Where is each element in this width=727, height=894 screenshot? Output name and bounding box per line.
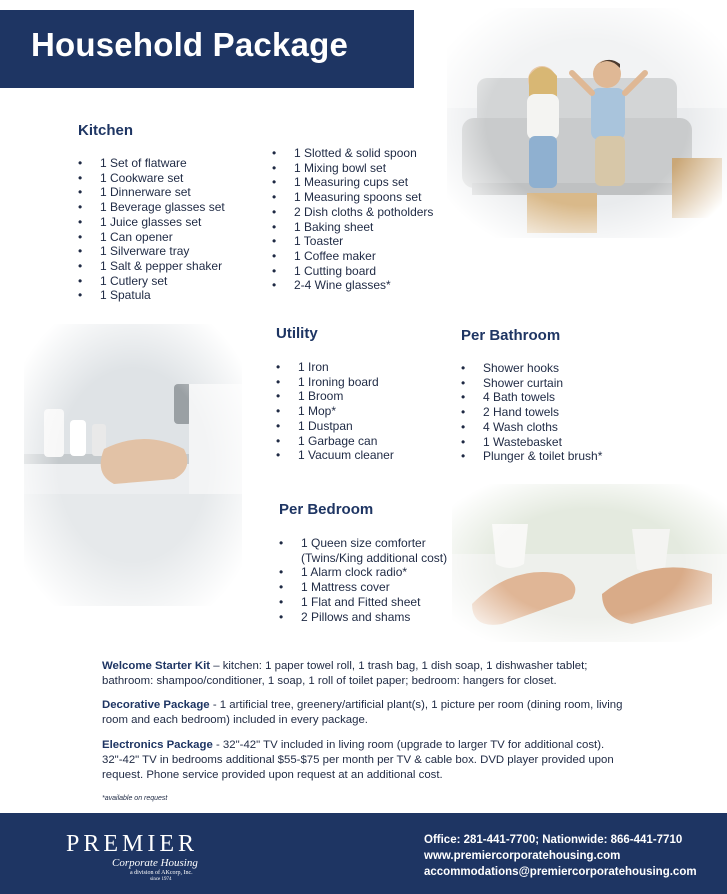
list-item: • 1 Ironing board xyxy=(276,375,394,390)
list-item: • 1 Set of flatware xyxy=(78,156,225,171)
list-item: • 1 Spatula xyxy=(78,288,225,303)
list-item: • Plunger & toilet brush* xyxy=(461,449,602,464)
list-item: • 2 Hand towels xyxy=(461,405,602,420)
contact-website[interactable]: www.premiercorporatehousing.com xyxy=(424,850,621,862)
list-item: • 1 Silverware tray xyxy=(78,244,225,259)
list-item: • 1 Baking sheet xyxy=(272,220,433,235)
bedroom-list xyxy=(279,536,447,624)
list-item: • 1 Mixing bowl set xyxy=(272,161,433,176)
list-item: • 1 Coffee maker xyxy=(272,249,433,264)
title-banner xyxy=(0,10,414,88)
coffee-cups-illustration xyxy=(452,484,727,642)
list-item: • 1 Slotted & solid spoon xyxy=(272,146,433,161)
footer-bar xyxy=(0,813,727,894)
list-item: • 1 Mop* xyxy=(276,404,394,419)
list-item: • 1 Dustpan xyxy=(276,419,394,434)
list-item: • 1 Dinnerware set xyxy=(78,185,225,200)
list-item: • 2-4 Wine glasses* xyxy=(272,278,433,293)
list-item: • 1 Mattress cover xyxy=(279,580,447,595)
contact-phone: Office: 281-441-7700; Nationwide: 866-441-7710 xyxy=(424,834,683,846)
list-item: • 4 Bath towels xyxy=(461,390,602,405)
list-item xyxy=(279,536,447,565)
bathroom-illustration xyxy=(24,324,242,606)
list-item: • 1 Juice glasses set xyxy=(78,215,225,230)
list-item: • 1 Iron xyxy=(276,360,394,375)
utility-list xyxy=(276,360,394,463)
welcome-kit-label: Welcome Starter Kit xyxy=(102,660,211,672)
kitchen-heading: Kitchen xyxy=(78,122,134,139)
list-item: • 1 Broom xyxy=(276,389,394,404)
welcome-kit-text: – kitchen: 1 paper towel roll, 1 trash bag, 1 dish soap, 1 dishwasher tablet; bathroom: shampoo/conditioner, 1 soap, 1 roll of toilet paper; bedroom: hangers for closet. xyxy=(102,660,588,687)
coffee-cups-photo xyxy=(452,484,727,642)
list-item: • Shower hooks xyxy=(461,361,602,376)
electronics-package-text: - 32"-42" TV included in living room (upgrade to larger TV for additional cost). 32"-42" TV in bedrooms additional $55-$75 per month per TV & cable box. DVD player provided upon request. Phone service provided upon request at an additional cost. xyxy=(102,739,614,781)
bathroom-toiletries-photo xyxy=(24,324,242,606)
list-item: • 1 Garbage can xyxy=(276,434,394,449)
contact-email[interactable]: accommodations@premiercorporatehousing.com xyxy=(424,866,697,878)
kitchen-list-col1 xyxy=(78,156,225,303)
bathroom-heading: Per Bathroom xyxy=(461,327,561,344)
list-item-line: 1 Queen size comforter xyxy=(301,536,426,550)
logo-division: a division of AKcorp, Inc. xyxy=(130,870,193,876)
list-item: • 1 Salt & pepper shaker xyxy=(78,259,225,274)
decorative-package-label: Decorative Package xyxy=(102,699,210,711)
list-item: • Shower curtain xyxy=(461,376,602,391)
list-item-line: (Twins/King additional cost) xyxy=(301,550,448,565)
bedroom-heading: Per Bedroom xyxy=(279,501,374,518)
list-item: • 1 Beverage glasses set xyxy=(78,200,225,215)
footnote: *available on request xyxy=(102,795,168,802)
page-title: Household Package xyxy=(31,26,348,63)
list-item: • 4 Wash cloths xyxy=(461,420,602,435)
list-item: • 1 Cutlery set xyxy=(78,274,225,289)
couple-sofa-photo xyxy=(447,8,727,238)
couple-sofa-illustration xyxy=(447,8,727,238)
list-item: • 1 Alarm clock radio* xyxy=(279,565,447,580)
decorative-package-text: - 1 artificial tree, greenery/artificial plant(s), 1 picture per room (dining room, living room and each bedroom) included in every package. xyxy=(102,699,623,726)
list-item: • 1 Wastebasket xyxy=(461,435,602,450)
bathroom-list xyxy=(461,361,602,464)
company-logo: PREMIER xyxy=(66,831,199,857)
list-item: • 1 Measuring spoons set xyxy=(272,190,433,205)
list-item: • 1 Can opener xyxy=(78,230,225,245)
list-item: • 1 Toaster xyxy=(272,234,433,249)
list-item: • 2 Pillows and shams xyxy=(279,610,447,625)
list-item: • 2 Dish cloths & potholders xyxy=(272,205,433,220)
list-item: • 1 Cutting board xyxy=(272,264,433,279)
list-item: • 1 Measuring cups set xyxy=(272,175,433,190)
utility-heading: Utility xyxy=(276,325,318,342)
logo-subtitle: Corporate Housing xyxy=(112,857,198,869)
list-item: • 1 Cookware set xyxy=(78,171,225,186)
decorative-package-paragraph xyxy=(102,698,632,728)
list-item: • 1 Vacuum cleaner xyxy=(276,448,394,463)
list-item: • 1 Flat and Fitted sheet xyxy=(279,595,447,610)
electronics-package-paragraph xyxy=(102,738,632,783)
electronics-package-label: Electronics Package xyxy=(102,739,213,751)
kitchen-list-col2 xyxy=(272,146,433,293)
welcome-kit-paragraph xyxy=(102,659,632,689)
logo-since: since 1974 xyxy=(150,877,172,882)
